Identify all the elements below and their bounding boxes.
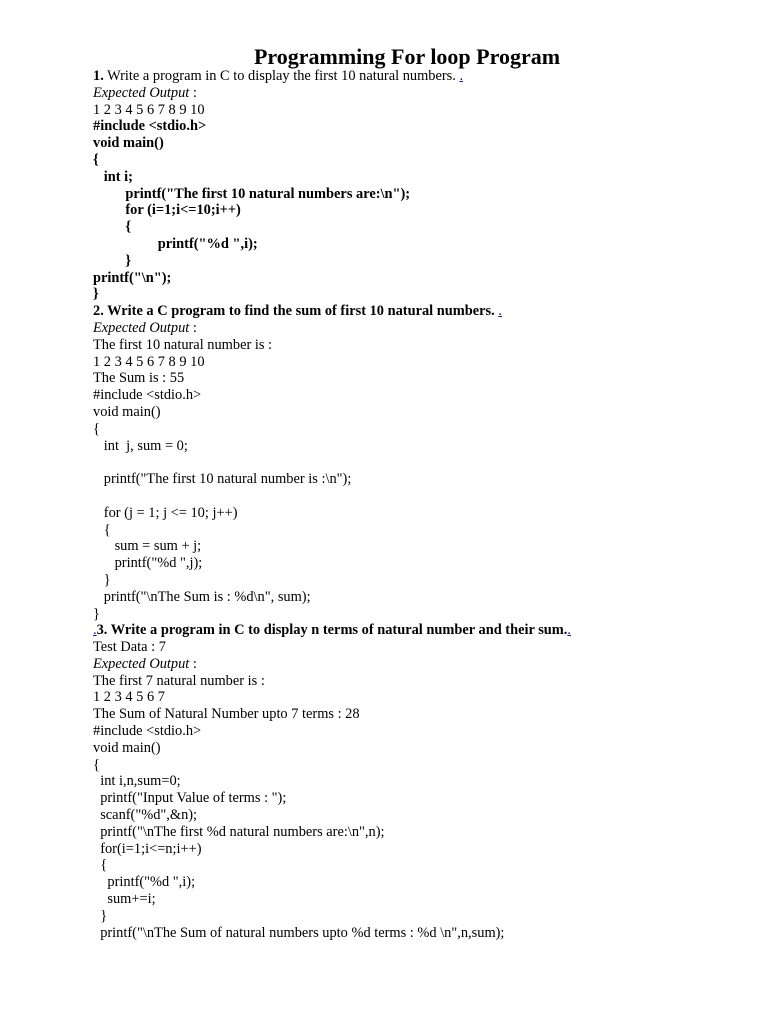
- question-3-text: 3. Write a program in C to display n terms of natural number and their sum.: [96, 622, 568, 639]
- question-3-heading: [93, 622, 753, 639]
- text-line: {: [93, 521, 111, 538]
- text-line: }: [93, 605, 100, 622]
- text-line: printf("The first 10 natural numbers are:\n");: [93, 185, 411, 202]
- text-line: printf("\nThe Sum of natural numbers upto %d terms : %d \n",n,sum);: [93, 924, 505, 941]
- text-line: printf("%d ",i);: [93, 874, 196, 891]
- question-3-code: [93, 723, 753, 941]
- text-line: The first 7 natural number is :: [93, 672, 265, 689]
- text-line: printf("%d ",j);: [93, 555, 203, 572]
- text-line: int j, sum = 0;: [93, 437, 188, 454]
- text-line: {: [93, 857, 108, 874]
- question-3-output: [93, 673, 753, 723]
- document-body: [93, 68, 753, 941]
- text-line: 1 2 3 4 5 6 7 8 9 10: [93, 353, 205, 370]
- text-line: int i,n,sum=0;: [93, 773, 181, 790]
- text-line: }: [93, 907, 108, 924]
- text-line: The Sum of Natural Number upto 7 terms : 28: [93, 706, 360, 723]
- text-line: #include <stdio.h>: [93, 723, 202, 740]
- text-line: printf("\n");: [93, 269, 172, 286]
- text-line: }: [93, 252, 132, 269]
- question-2-code-part-c: [93, 505, 753, 623]
- text-line: }: [93, 571, 111, 588]
- text-line: {: [93, 420, 100, 437]
- page-title: Programming For loop Program: [253, 44, 561, 69]
- code-blank-line: [93, 488, 753, 505]
- text-line: printf("The first 10 natural number is :\n");: [93, 471, 352, 488]
- question-3-expected-output-label: Expected Output :: [93, 655, 197, 672]
- question-2-text: 2. Write a C program to find the sum of first 10 natural numbers.: [93, 303, 499, 320]
- text-line: #include <stdio.h>: [93, 387, 202, 404]
- question-2-output: [93, 337, 753, 387]
- text-line: sum = sum + j;: [93, 538, 202, 555]
- text-line: The Sum is : 55: [93, 370, 185, 387]
- question-3-link[interactable]: .: [567, 622, 572, 639]
- text-line: for (i=1;i<=10;i++): [93, 202, 241, 219]
- question-2-code-part-b: [93, 471, 753, 488]
- text-line: void main(): [93, 403, 161, 420]
- text-line: #include <stdio.h>: [93, 118, 207, 135]
- question-2-expected-output-label: Expected Output :: [93, 319, 197, 336]
- question-1-number: 1.: [93, 68, 104, 84]
- question-1-code: [93, 118, 753, 303]
- question-1-output: [93, 102, 753, 119]
- text-line: void main(): [93, 739, 161, 756]
- text-line: 1 2 3 4 5 6 7: [93, 689, 165, 706]
- text-line: printf("%d ",i);: [93, 235, 258, 252]
- text-line: sum+=i;: [93, 891, 156, 908]
- text-line: printf("Input Value of terms : ");: [93, 790, 287, 807]
- question-1-text: Write a program in C to display the first 10 natural numbers.: [103, 68, 460, 84]
- text-line: scanf("%d",&n);: [93, 807, 198, 824]
- text-line: for (j = 1; j <= 10; j++): [93, 504, 238, 521]
- text-line: void main(): [93, 135, 164, 152]
- question-3-link-leading[interactable]: .: [93, 622, 97, 639]
- question-2-code-part-a: [93, 387, 753, 454]
- question-1-link[interactable]: .: [459, 68, 464, 84]
- text-line: {: [93, 756, 100, 773]
- text-line: for(i=1;i<=n;i++): [93, 840, 202, 857]
- text-line: int i;: [93, 168, 133, 185]
- text-line: {: [93, 151, 99, 168]
- text-line: 1 2 3 4 5 6 7 8 9 10: [93, 101, 205, 118]
- text-line: {: [93, 219, 132, 236]
- question-2-heading: [93, 303, 753, 320]
- code-blank-line: [93, 454, 753, 471]
- question-2-link[interactable]: .: [498, 303, 502, 320]
- question-1-heading: [93, 68, 753, 85]
- question-3-test-data: Test Data : 7: [93, 639, 166, 656]
- text-line: printf("\nThe Sum is : %d\n", sum);: [93, 588, 311, 605]
- text-line: }: [93, 286, 99, 303]
- text-line: The first 10 natural number is :: [93, 336, 273, 353]
- text-line: printf("\nThe first %d natural numbers are:\n",n);: [93, 823, 385, 840]
- question-1-expected-output-label: Expected Output :: [93, 84, 197, 101]
